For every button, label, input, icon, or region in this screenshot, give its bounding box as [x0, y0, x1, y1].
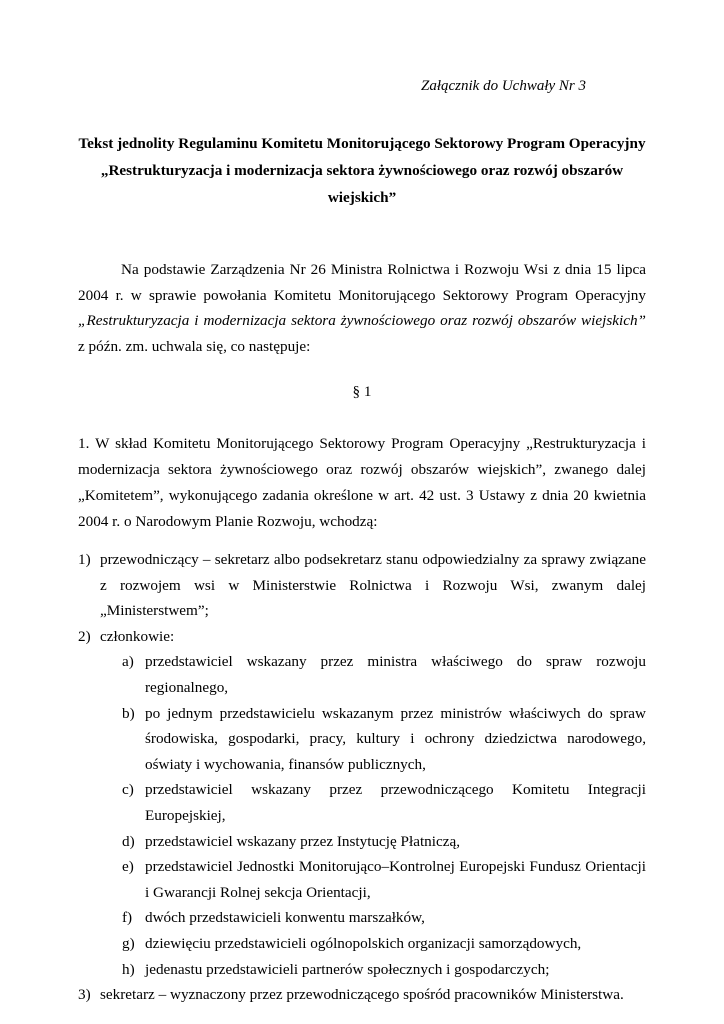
sublist-text: dziewięciu przedstawicieli ogólnopolskich organizacji samorządowych, [145, 934, 582, 952]
sublist-letter: e) [122, 858, 134, 876]
sublist-item-e [100, 854, 646, 905]
sublist-text: po jednym przedstawicielu wskazanym przez ministrów właściwych do spraw środowiska, gospodarki, pracy, kultury i ochrony dziedzictwa narodowego, oświaty i wychowania, finansów publicznych, [145, 704, 646, 773]
sublist-letter: b) [122, 704, 135, 722]
intro-program-name: „Restrukturyzacja i modernizacja sektora żywnościowego oraz rozwój obszarów wiejskich” [78, 312, 646, 329]
sublist-item-h [100, 957, 646, 983]
sublist-letter: g) [122, 934, 135, 952]
sublist-item-c [100, 777, 646, 828]
sublist-item-g [100, 931, 646, 957]
members-sublist [100, 649, 646, 982]
sublist-letter: d) [122, 832, 135, 850]
list-item-1 [78, 547, 646, 624]
list-text: członkowie: [100, 627, 175, 645]
list-item-2 [78, 624, 646, 982]
sublist-letter: f) [122, 909, 133, 927]
annex-label: Załącznik do Uchwały Nr 3 [421, 78, 586, 94]
title-line-2: „Restrukturyzacja i modernizacja sektora żywnościowego oraz rozwój obszarów [100, 162, 624, 179]
intro-text-start: Na podstawie Zarządzenia Nr 26 Ministra Rolnictwa i Rozwoju Wsi z dnia 15 lipca 2004 r. w sprawie powołania Komitetu Monitorującego Sektorowy Program Operacyjny [78, 261, 646, 304]
list-text: sekretarz – wyznaczony przez przewodniczącego spośród pracowników Ministerstwa. [100, 986, 624, 1004]
sublist-text: przedstawiciel Jednostki Monitorująco–Kontrolnej Europejski Fundusz Orientacji i Gwarancji Rolnej sekcja Orientacji, [145, 858, 646, 901]
list-number: 2) [78, 627, 91, 645]
sublist-text: przedstawiciel wskazany przez przewodniczącego Komitetu Integracji Europejskiej, [145, 781, 646, 824]
title-line-3: wiejskich” [327, 189, 397, 206]
sublist-text: przedstawiciel wskazany przez ministra właściwego do spraw rozwoju regionalnego, [145, 653, 646, 696]
paragraph-1: 1. W skład Komitetu Monitorującego Sektorowy Program Operacyjny „Restrukturyzacja i modernizacja sektora żywnościowego oraz rozwój obszarów wiejskich”, zwanego dalej „Komitetem”, wykonującego zadania określone w art. 42 ust. 3 Ustawy z dnia 20 kwietnia 2004 r. o Narodowym Planie Rozwoju, wchodzą: [78, 435, 646, 530]
sublist-text: dwóch przedstawicieli konwentu marszałków, [145, 909, 425, 927]
sublist-letter: h) [122, 960, 135, 978]
title-line-1: Tekst jednolity Regulaminu Komitetu Monitorującego Sektorowy Program Operacyjny [78, 135, 646, 152]
sublist-text: przedstawiciel wskazany przez Instytucję Płatniczą, [145, 832, 460, 850]
intro-text-end: z późn. zm. uchwala się, co następuje: [78, 337, 311, 355]
sublist-item-d [100, 829, 646, 855]
sublist-letter: c) [122, 781, 134, 799]
list-number: 1) [78, 551, 91, 568]
intro-paragraph [78, 257, 646, 359]
sublist-text: jedenastu przedstawicieli partnerów społecznych i gospodarczych; [145, 960, 550, 978]
sublist-item-b [100, 701, 646, 778]
list-item-3 [78, 982, 646, 1008]
document-title [78, 130, 646, 211]
sublist-item-a [100, 649, 646, 700]
list-text: przewodniczący – sekretarz albo podsekretarz stanu odpowiedzialny za sprawy związane z rozwojem wsi w Ministerstwie Rolnictwa i Rozwoju Wsi, zwanym dalej „Ministerstwem”; [100, 551, 646, 620]
section-sign: § 1 [352, 383, 372, 400]
sublist-letter: a) [122, 653, 134, 671]
list-number: 3) [78, 986, 91, 1004]
members-list [78, 547, 646, 1008]
sublist-item-f [100, 905, 646, 931]
